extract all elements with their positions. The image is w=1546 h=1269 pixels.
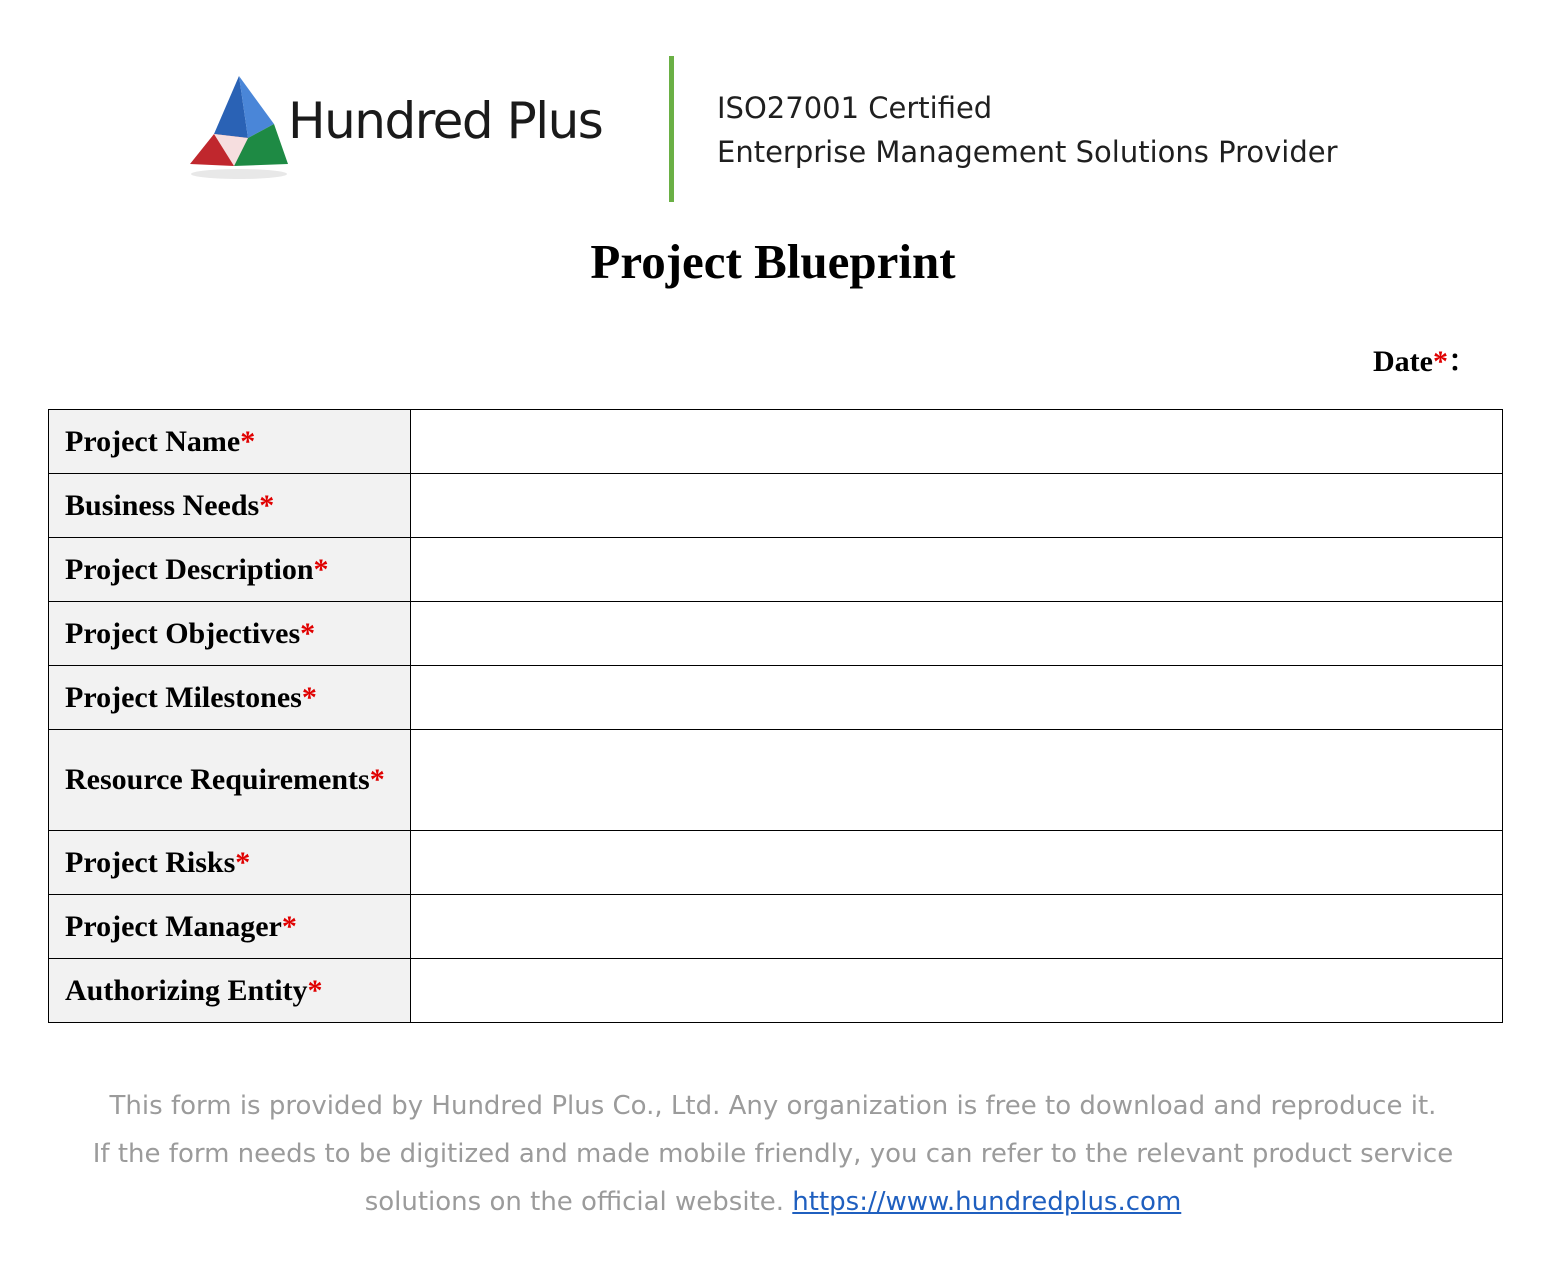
tagline-description: Enterprise Management Solutions Provider bbox=[717, 135, 1338, 169]
date-field[interactable] bbox=[1373, 342, 1478, 382]
field-label: Project Description* bbox=[49, 538, 411, 602]
required-marker: * bbox=[307, 973, 323, 1007]
form-row-project-objectives bbox=[49, 602, 1503, 666]
required-marker: * bbox=[313, 552, 329, 586]
required-marker: * bbox=[369, 763, 385, 796]
project-form-table bbox=[48, 409, 1503, 1023]
company-logo-name: Hundred Plus bbox=[288, 92, 603, 150]
form-row-project-description bbox=[49, 538, 1503, 602]
document-title: Project Blueprint bbox=[590, 234, 956, 289]
hundred-plus-logo-icon bbox=[186, 72, 292, 182]
field-label: Project Objectives* bbox=[49, 602, 411, 666]
required-marker: * bbox=[240, 424, 256, 458]
field-label: Project Manager* bbox=[49, 895, 411, 959]
field-label: Project Milestones* bbox=[49, 666, 411, 730]
footer-line-1: This form is provided by Hundred Plus Co., Ltd. Any organization is free to download and reproduce it. bbox=[109, 1091, 1437, 1121]
project-description-input[interactable] bbox=[411, 538, 1503, 602]
required-marker: * bbox=[281, 909, 297, 943]
form-row-project-name bbox=[49, 410, 1503, 474]
resource-requirements-input[interactable] bbox=[411, 730, 1503, 831]
form-row-business-needs bbox=[49, 474, 1503, 538]
form-row-project-manager bbox=[49, 895, 1503, 959]
form-row-project-risks bbox=[49, 831, 1503, 895]
field-label: Resource Requirements* bbox=[49, 730, 411, 831]
required-marker: * bbox=[1433, 345, 1448, 378]
footer-line-3 bbox=[0, 1178, 1546, 1226]
project-name-input[interactable] bbox=[411, 410, 1503, 474]
tagline-certification: ISO27001 Certified bbox=[717, 91, 993, 125]
authorizing-entity-input[interactable] bbox=[411, 959, 1503, 1023]
field-label: Project Name* bbox=[49, 410, 411, 474]
footer-notice bbox=[0, 1082, 1546, 1226]
field-label: Authorizing Entity* bbox=[49, 959, 411, 1023]
footer-line-3-text: solutions on the official website. bbox=[364, 1187, 793, 1217]
footer-line-2: If the form needs to be digitized and made mobile friendly, you can refer to the relevant product service bbox=[92, 1139, 1454, 1169]
header-divider bbox=[669, 56, 674, 202]
required-marker: * bbox=[300, 616, 316, 650]
website-link[interactable]: https://www.hundredplus.com bbox=[792, 1187, 1182, 1217]
field-label: Project Risks* bbox=[49, 831, 411, 895]
form-row-project-milestones bbox=[49, 666, 1503, 730]
project-risks-input[interactable] bbox=[411, 831, 1503, 895]
header bbox=[0, 0, 1546, 210]
project-manager-input[interactable] bbox=[411, 895, 1503, 959]
date-colon: ： bbox=[1448, 345, 1478, 378]
project-milestones-input[interactable] bbox=[411, 666, 1503, 730]
date-label: Date bbox=[1373, 345, 1433, 378]
form-row-authorizing-entity bbox=[49, 959, 1503, 1023]
required-marker: * bbox=[259, 488, 275, 522]
project-objectives-input[interactable] bbox=[411, 602, 1503, 666]
required-marker: * bbox=[235, 845, 251, 879]
company-tagline bbox=[717, 86, 1338, 174]
field-label: Business Needs* bbox=[49, 474, 411, 538]
required-marker: * bbox=[301, 680, 317, 714]
business-needs-input[interactable] bbox=[411, 474, 1503, 538]
form-row-resource-requirements bbox=[49, 730, 1503, 831]
